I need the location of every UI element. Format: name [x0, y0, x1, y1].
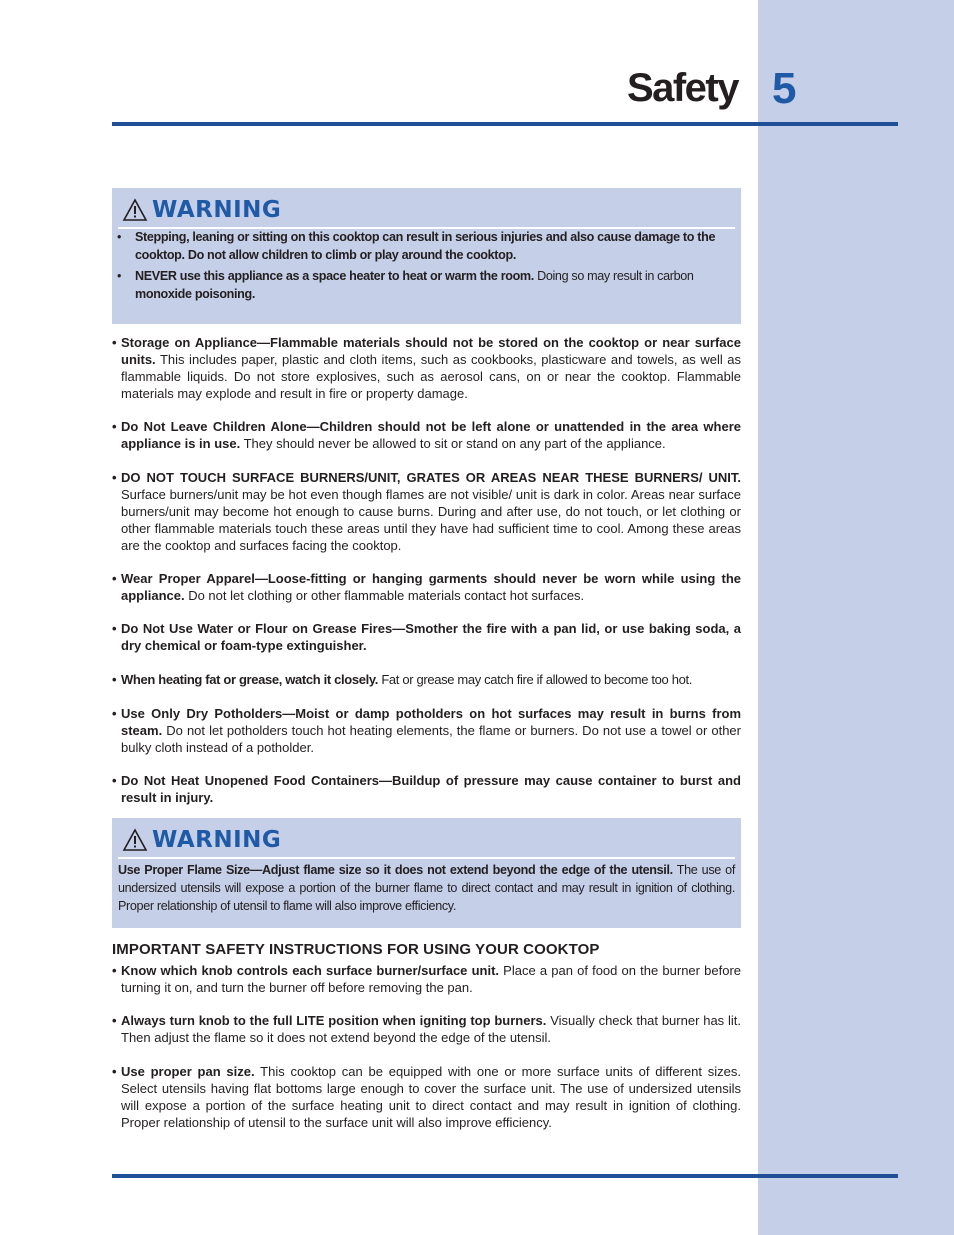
bullet-dot: •: [112, 1064, 117, 1079]
bullet-dot: •: [117, 269, 122, 283]
instruction-bullet: • Know which knob controls each surface burner/surface unit. Place a pan of food on the burner before turning it on, and turn the burner off before removing the pan.: [112, 963, 741, 995]
warning-label: WARNING: [152, 827, 282, 853]
bullet-dot: •: [112, 1013, 117, 1028]
warning-item: • NEVER use this appliance as a space heater to heat or warm the room. Doing so may result in carbon monoxide poisoning.: [117, 269, 694, 301]
safety-bullet: • Do Not Use Water or Flour on Grease Fires—Smother the fire with a pan lid, or use baking soda, a dry chemical or foam-type extinguisher.: [112, 621, 741, 653]
safety-bullet: • Wear Proper Apparel—Loose-fitting or hanging garments should never be worn while using the appliance. Do not let clothing or other flammable materials contact hot surfaces.: [112, 571, 741, 603]
safety-bullet: • Do Not Leave Children Alone—Children should not be left alone or unattended in the area where appliance is in use. They should never be allowed to sit or stand on any part of the appliance.: [112, 419, 741, 451]
safety-bullet: • When heating fat or grease, watch it closely. Fat or grease may catch fire if allowed to become too hot.: [112, 672, 692, 687]
bullet-dot: •: [112, 571, 117, 586]
page-title: Safety: [626, 66, 738, 110]
warning-triangle-icon: [122, 198, 148, 222]
footer-rule: [112, 1174, 898, 1178]
warning-divider: [118, 857, 735, 859]
header-rule: [112, 122, 898, 126]
instruction-bullet: • Use proper pan size. This cooktop can be equipped with one or more surface units of different sizes. Select utensils having flat bottoms large enough to cover the surface unit. The use of undersized utensils will expose a portion of the surface heating unit to direct contact and may result in ignition of clothing. Proper relationship of utensil to the surface unit will also improve efficiency.: [112, 1064, 741, 1130]
warning-heading: [122, 196, 741, 224]
section-heading: IMPORTANT SAFETY INSTRUCTIONS FOR USING YOUR COOKTOP: [112, 941, 600, 958]
bullet-dot: •: [112, 335, 117, 350]
warning-box-2: [112, 818, 741, 928]
warning-label: WARNING: [152, 197, 282, 223]
instruction-bullet: • Always turn knob to the full LITE position when igniting top burners. Visually check that burner has lit. Then adjust the flame so it does not extend beyond the edge of the utensil.: [112, 1013, 741, 1045]
chapter-number: 5: [772, 64, 797, 113]
bullet-dot: •: [117, 230, 122, 244]
bullet-dot: •: [112, 963, 117, 978]
safety-bullet: • Use Only Dry Potholders—Moist or damp potholders on hot surfaces may result in burns from steam. Do not let potholders touch hot heating elements, the flame or burners. Do not use a towel or other bulky cloth instead of a potholder.: [112, 706, 741, 755]
bullet-dot: •: [112, 470, 117, 485]
safety-bullet: • Do Not Heat Unopened Food Containers—Buildup of pressure may cause container to burst and result in injury.: [112, 773, 741, 805]
bullet-dot: •: [112, 706, 117, 721]
warning-triangle-icon: [122, 828, 148, 852]
safety-bullet: • Storage on Appliance—Flammable materials should not be stored on the cooktop or near surface units. This includes paper, plastic and cloth items, such as cookbooks, plasticware and towels, as well as flammable liquids. Do not store explosives, such as aerosol cans, on or near the cooktop. Flammable materials may explode and result in fire or property damage.: [112, 335, 741, 401]
warning-box-1: [112, 188, 741, 324]
warning-item: • Stepping, leaning or sitting on this cooktop can result in serious injuries and also cause damage to the cooktop. Do not allow children to climb or play around the cooktop.: [117, 230, 716, 262]
bullet-dot: •: [112, 672, 117, 687]
warning-heading: [122, 826, 741, 854]
safety-bullet: • DO NOT TOUCH SURFACE BURNERS/UNIT, GRATES OR AREAS NEAR THESE BURNERS/ UNIT. Surface burners/unit may be hot even though flames are not visible/ unit is dark in color. Areas near surface burners/unit may become hot enough to cause burns. During and after use, do not touch, or let clothing or other flammable materials touch these areas until they have had sufficient time to cool. Among these areas are the cooktop and surfaces facing the cooktop.: [112, 470, 741, 553]
bullet-dot: •: [112, 419, 117, 434]
bullet-dot: •: [112, 773, 117, 788]
bullet-dot: •: [112, 621, 117, 636]
side-color-band: [758, 0, 954, 1235]
warning-text: Use Proper Flame Size—Adjust flame size so it does not extend beyond the edge of the utensil. The use of undersized utensils will expose a portion of the burner flame to direct contact and may result in ignition of clothing. Proper relationship of utensil to flame will also improve efficiency.: [118, 863, 735, 913]
